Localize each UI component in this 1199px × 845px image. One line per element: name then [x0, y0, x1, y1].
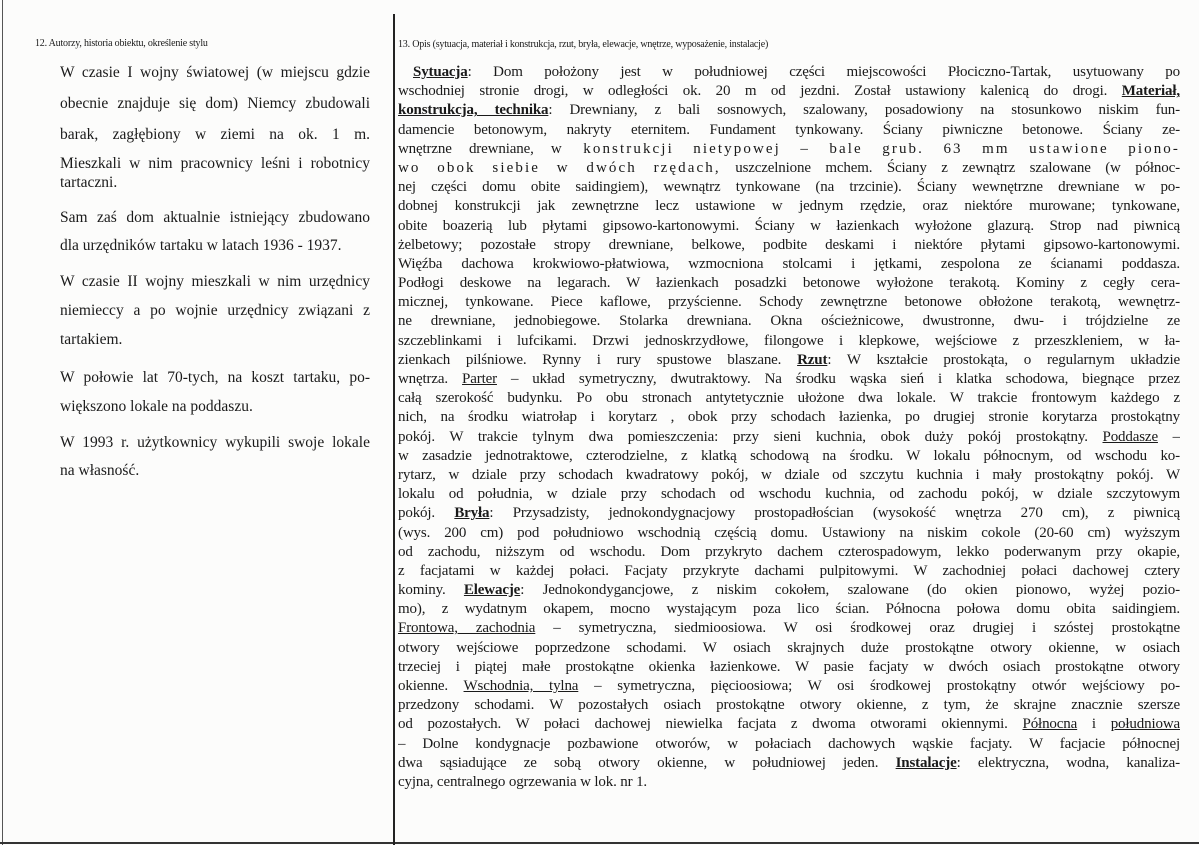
text-run: kominy. — [398, 582, 464, 599]
text-run: wnętrza. — [398, 371, 463, 387]
history-paragraph-3-line: niemieccy a po wojnie urzędnicy związani z — [60, 302, 370, 319]
column-divider — [393, 14, 395, 845]
description-line — [398, 639, 1180, 658]
history-paragraph-3-line: W czasie II wojny mieszkali w nim urzędnicy — [60, 273, 370, 290]
text-run: Podłogi deskowe na legarach. W łazienkach posadzki betonowe wyłożone terakotą. Kominy z cegły cera- — [398, 275, 1180, 292]
text-run: : W kształcie prostokąta, o regularnym układzie — [827, 351, 1180, 368]
section-13-heading: 13. Opis (sytuacja, materiał i konstrukcja, rzut, bryła, elewacje, wnętrze, wyposażenie, instalacje) — [398, 39, 769, 50]
text-run: : Dom położony jest w południowej części miejscowości Płociczno-Tartak, usytuowany po — [467, 64, 1180, 80]
text-run: nej części domu obite saidingiem), wewnątrz tynkowane (na trzcinie). Ściany wewnętrzne drewniane w po- — [398, 179, 1180, 196]
history-paragraph-5-line: na własność. — [60, 462, 140, 479]
description-line — [398, 504, 1180, 523]
description-line — [398, 121, 1180, 140]
description-line — [398, 600, 1180, 619]
description-line — [398, 677, 1180, 696]
subsection-keyword: Poddasze — [1102, 428, 1158, 445]
description-line — [398, 159, 1180, 178]
section-keyword: Sytuacja — [413, 64, 468, 80]
description-line — [398, 428, 1180, 447]
text-run: od pozostałych. W połaci dachowej niewielka facjata z dwoma otworami okiennymi. — [398, 716, 1023, 733]
history-paragraph-5-line: W 1993 r. użytkownicy wykupili swoje lokale — [60, 434, 370, 451]
text-run: przedzony schodami. W pozostałych osiach prostokątne otwory okienne, z tym, że skrajne znacznie szersze — [398, 697, 1180, 714]
description-line — [398, 274, 1180, 293]
text-run: : Przysadzisty, jednokondygnacjowy prostopadłościan (wysokość wnętrza 270 cm), z piwnicą — [489, 505, 1180, 522]
description-line — [398, 197, 1180, 216]
description-line — [398, 735, 1180, 754]
text-run: – symetryczna, pięcioosiowa; W osi środkowej prostokątny otwór wejściowy po- — [578, 678, 1180, 694]
text-run: dobnej konstrukcji jak zewnętrzne lecz ustawione w jednym rzędzie, oraz niektóre murowane; tynkowane, — [398, 198, 1180, 215]
text-run: okienne. — [398, 678, 464, 694]
description-line — [398, 773, 1180, 792]
description-line — [398, 715, 1180, 734]
description-line — [398, 389, 1180, 408]
text-run: : Drewniany, z bali sosnowych, szalowany, posadowiony na stosunkowo niskim fun- — [548, 102, 1180, 119]
description-line — [398, 82, 1180, 101]
text-run: wo obok siebie w dwóch rzędach, — [398, 159, 721, 176]
text-run: w konstrukcji nietypowej – bale grub. 63 mm ustawione piono- — [550, 140, 1180, 157]
history-paragraph-1-line: obecnie znajduje się dom) Niemcy zbudowali — [60, 95, 370, 112]
description-text-column — [398, 63, 1180, 792]
text-run: całą szerokość budynku. Po obu stronach antytetycznie ułożone dwa lokale. W trakcie frontowym każdego z — [398, 390, 1180, 407]
section-keyword: Bryła — [454, 505, 490, 522]
section-keyword: konstrukcja, technika — [398, 102, 549, 119]
history-paragraph-4-line: większono lokale na poddaszu. — [60, 398, 253, 415]
text-run: cyjna, centralnego ogrzewania w lok. nr 1. — [398, 773, 648, 790]
section-keyword: Rzut — [797, 351, 828, 368]
description-line — [398, 466, 1180, 485]
history-paragraph-2-line: dla urzędników tartaku w latach 1936 - 1937. — [60, 237, 342, 254]
section-12-heading: 12. Autorzy, historia obiektu, określenie stylu — [35, 38, 208, 49]
description-line — [398, 524, 1180, 543]
text-run: (wys. 200 cm) pod południowo wschodnią częścią domu. Ustawiony na niskim cokole (20-60 cm) wyższym — [398, 524, 1180, 541]
text-run: trzeciej i piątej małe prostokątne okienka łazienkowe. W pasie facjaty w dwóch osiach prostokątne otwory — [398, 658, 1180, 675]
text-run: nich, na środku wiatrołap i korytarz , obok przy schodach łazienka, po drugiej stronie korytarza prostokątny — [398, 409, 1180, 426]
text-run: obite boazerią lub płytami gipsowo-kartonowymi. Ściany w łazienkach wyłożone glazurą. Strop nad piwnicą — [398, 217, 1180, 234]
description-line — [398, 485, 1180, 504]
history-paragraph-1-line: W czasie I wojny światowej (w miejscu gdzie — [60, 64, 370, 81]
description-line — [398, 562, 1180, 581]
text-run: pokój. — [398, 505, 455, 522]
section-keyword: Elewacje — [463, 582, 521, 599]
text-run: wnętrzne drewniane, — [398, 140, 551, 157]
description-line — [398, 293, 1180, 312]
text-run: szczeblinkami i lufcikami. Drzwi jednoskrzydłowe, filongowe i klepkowe, wejściowe z przeszkleniem, w ła- — [398, 332, 1180, 349]
description-line — [398, 696, 1180, 715]
history-paragraph-4-line: W połowie lat 70-tych, na koszt tartaku, po- — [60, 369, 370, 386]
text-run: pokój. W trakcie tylnym dwa pomieszczenia: przy sieni kuchnia, obok duży pokój prostokątny. — [398, 428, 1103, 445]
page-border-left — [2, 0, 3, 845]
subsection-keyword: Parter — [462, 371, 497, 387]
text-run: – Dolne kondygnacje pozbawione otworów, w połaciach dachowych wąskie facjaty. W facjacie północnej — [398, 735, 1180, 752]
text-run: Więźba dachowa krokwiowo-płatwiowa, wzmocniona stolcami i jętkami, zespolona ze ścianami poddasza. — [398, 255, 1180, 272]
text-run: – — [1157, 428, 1180, 445]
description-line — [398, 63, 1180, 82]
description-line — [398, 255, 1180, 274]
subsection-keyword: Frontowa, zachodnia — [398, 620, 536, 637]
subsection-keyword: Wschodnia, tylna — [463, 678, 579, 694]
history-paragraph-3-line: tartakiem. — [60, 331, 123, 348]
text-run: w zasadzie jednotraktowe, czterodzielne, z klatką schodową na środku. W lokalu północnym, od wschodu ko- — [398, 447, 1180, 464]
description-line — [398, 408, 1180, 427]
text-run: dwa sąsiadujące ze sobą otwory okienne, w południowej jeden. — [398, 754, 896, 771]
description-line — [398, 754, 1180, 773]
text-run: zienkach pilśniowe. Rynny i rury spustowe blaszane. — [398, 351, 798, 368]
text-run: żelbetowy; pozostałe stropy drewniane, belkowe, podbite deskami i niektóre płytami gipsowo-kartonowymi. — [398, 236, 1180, 253]
description-line — [398, 543, 1180, 562]
subsection-keyword: Północna — [1022, 716, 1078, 733]
description-line — [398, 312, 1180, 331]
section-keyword: Instalacje — [895, 754, 957, 771]
description-line — [398, 370, 1180, 389]
description-line — [398, 351, 1180, 370]
description-line — [398, 332, 1180, 351]
text-run: z facjatami w każdej połaci. Facjaty przykryte dachami pulpitowymi. W zachodniej połaci dachowej cztery — [398, 562, 1180, 579]
text-run: uszczelnione mchem. Ściany z zewnątrz szalowane (w północ- — [720, 159, 1180, 176]
history-paragraph-1-line: tartaczni. — [60, 174, 118, 191]
subsection-keyword: południowa — [1110, 716, 1180, 733]
text-run: mo), z wydatnym okapem, mocno wystającym poza lico ścian. Północna połowa domu obita saidingiem. — [398, 601, 1180, 618]
text-run: otwory wejściowe poprzedzone schodami. W osiach skrajnych duże prostokątne otwory okienne, w osiach — [398, 639, 1180, 656]
text-run: micznej, tynkowane. Piece kaflowe, przyścienne. Schody zewnętrzne betonowe obłożone terakotą, wewnętrz- — [398, 294, 1180, 311]
text-run: lokalu od południa, w dziale przy schodach od wschodu kuchnia, od zachodu pokój, w dziale szczytowym — [398, 486, 1180, 503]
section-keyword: Materiał, — [1121, 83, 1180, 100]
text-run: i — [1077, 716, 1111, 733]
description-line — [398, 140, 1180, 159]
description-line — [398, 619, 1180, 638]
description-line — [398, 447, 1180, 466]
text-run: : Jednokondygancjowe, z niskim cokołem, szalowane (do okien pionowo, wyżej pozio- — [520, 582, 1180, 599]
text-run: : elektryczna, wodna, kanaliza- — [956, 754, 1180, 771]
text-run: – układ symetryczny, dwutraktowy. Na środku wąska sień i klatka schodowa, biegnące przez — [496, 371, 1180, 387]
text-run: wschodniej stronie drogi, w odległości ok. 20 m od jezdni. Został ustawiony kalenicą do drogi. — [398, 83, 1122, 100]
history-paragraph-1-line: Mieszkali w nim pracownicy leśni i robotnicy — [60, 155, 370, 172]
text-run: damencie betonowym, nakryty eternitem. Fundament tynkowany. Ściany piwniczne betonowe. Ściany ze- — [398, 121, 1180, 138]
text-run: od zachodu, niższym od wschodu. Dom przykryto dachem czterospadowym, lekko poderwanym przy okapie, — [398, 543, 1180, 560]
history-paragraph-2-line: Sam zaś dom aktualnie istniejący zbudowano — [60, 209, 370, 226]
description-line — [398, 658, 1180, 677]
text-run: – symetryczna, siedmioosiowa. W osi środkowej oraz drugiej i szóstej prostokątne — [535, 620, 1180, 637]
description-line — [398, 178, 1180, 197]
history-paragraph-1-line: barak, zagłębiony w ziemi na ok. 1 m. — [60, 126, 370, 143]
description-line — [398, 581, 1180, 600]
description-line — [398, 217, 1180, 236]
page-border-bottom — [0, 842, 1199, 844]
text-run: rytarz, w dziale przy schodach kwadratowy pokój, w dziale od szczytu kuchnia i mały prostokątny pokój. W — [398, 466, 1180, 483]
description-line — [398, 101, 1180, 120]
description-line — [398, 236, 1180, 255]
text-run: ne drewniane, jednobiegowe. Stolarka drewniana. Okna ościeżnicowe, dwustronne, dwu- i trójdzielne ze — [398, 313, 1180, 330]
